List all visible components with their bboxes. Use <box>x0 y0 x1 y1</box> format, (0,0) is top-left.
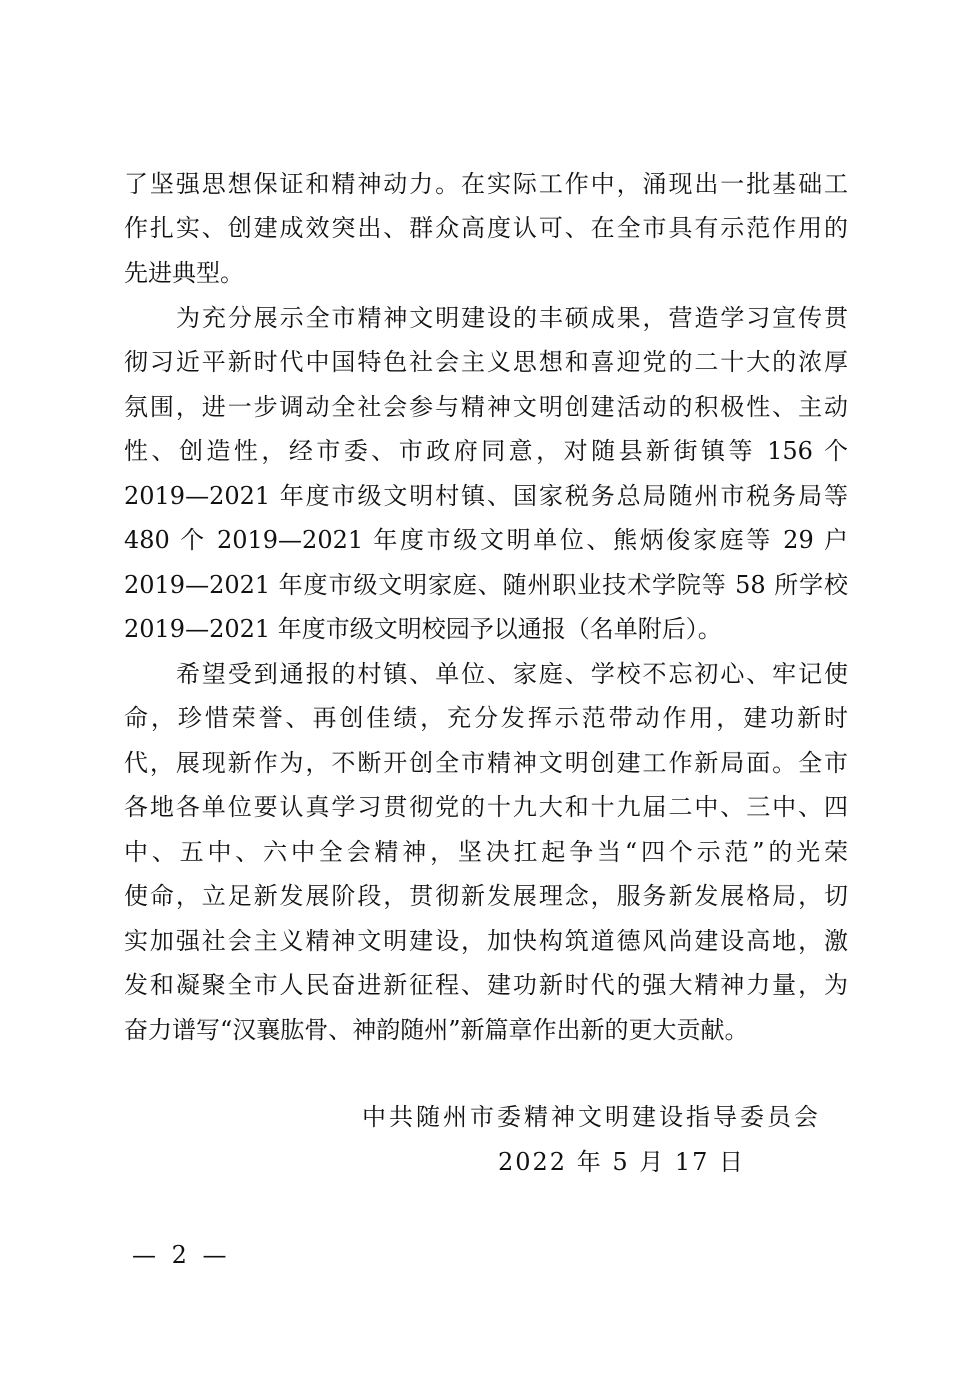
paragraph-2-line-1: 为充分展示全市精神文明建设的丰硕成果，营造学习宣传贯 <box>176 304 848 332</box>
body-line-2: 作扎实、创建成效突出、群众高度认可、在全市具有示范作用的 <box>124 214 848 242</box>
signature-date: 2022 年 5 月 17 日 <box>498 1148 746 1176</box>
body-line-1: 了坚强思想保证和精神动力。在实际工作中，涌现出一批基础工 <box>124 170 848 198</box>
body-line-8: 2019—2021 年度市级文明村镇、国家税务总局随州市税务局等 <box>124 482 848 510</box>
body-line-17: 使命，立足新发展阶段，贯彻新发展理念，服务新发展格局，切 <box>124 882 848 910</box>
body-line-19: 发和凝聚全市人民奋进新征程、建功新时代的强大精神力量，为 <box>124 971 848 999</box>
body-line-11: 2019—2021 年度市级文明校园予以通报（名单附后）。 <box>124 615 722 643</box>
body-line-6: 氛围，进一步调动全社会参与精神文明创建活动的积极性、主动 <box>124 393 848 421</box>
page-number: — 2 — <box>132 1241 231 1269</box>
body-line-14: 代，展现新作为，不断开创全市精神文明创建工作新局面。全市 <box>124 749 848 777</box>
body-line-15: 各地各单位要认真学习贯彻党的十九大和十九届二中、三中、四 <box>124 793 848 821</box>
body-line-13: 命，珍惜荣誉、再创佳绩，充分发挥示范带动作用，建功新时 <box>124 704 848 732</box>
body-line-20: 奋力谱写“汉襄肱骨、神韵随州”新篇章作出新的更大贡献。 <box>124 1016 749 1044</box>
signature-organization: 中共随州市委精神文明建设指导委员会 <box>362 1103 821 1131</box>
body-line-9: 480 个 2019—2021 年度市级文明单位、熊炳俊家庭等 29 户 <box>124 526 848 554</box>
body-line-7: 性、创造性，经市委、市政府同意，对随县新街镇等 156 个 <box>124 437 848 465</box>
body-line-18: 实加强社会主义精神文明建设，加快构筑道德风尚建设高地，激 <box>124 927 848 955</box>
paragraph-3-line-1: 希望受到通报的村镇、单位、家庭、学校不忘初心、牢记使 <box>176 660 848 688</box>
body-line-3: 先进典型。 <box>124 259 244 287</box>
body-line-16: 中、五中、六中全会精神，坚决扛起争当“四个示范”的光荣 <box>124 838 848 866</box>
body-line-10: 2019—2021 年度市级文明家庭、随州职业技术学院等 58 所学校 <box>124 571 848 599</box>
body-line-5: 彻习近平新时代中国特色社会主义思想和喜迎党的二十大的浓厚 <box>124 348 848 376</box>
